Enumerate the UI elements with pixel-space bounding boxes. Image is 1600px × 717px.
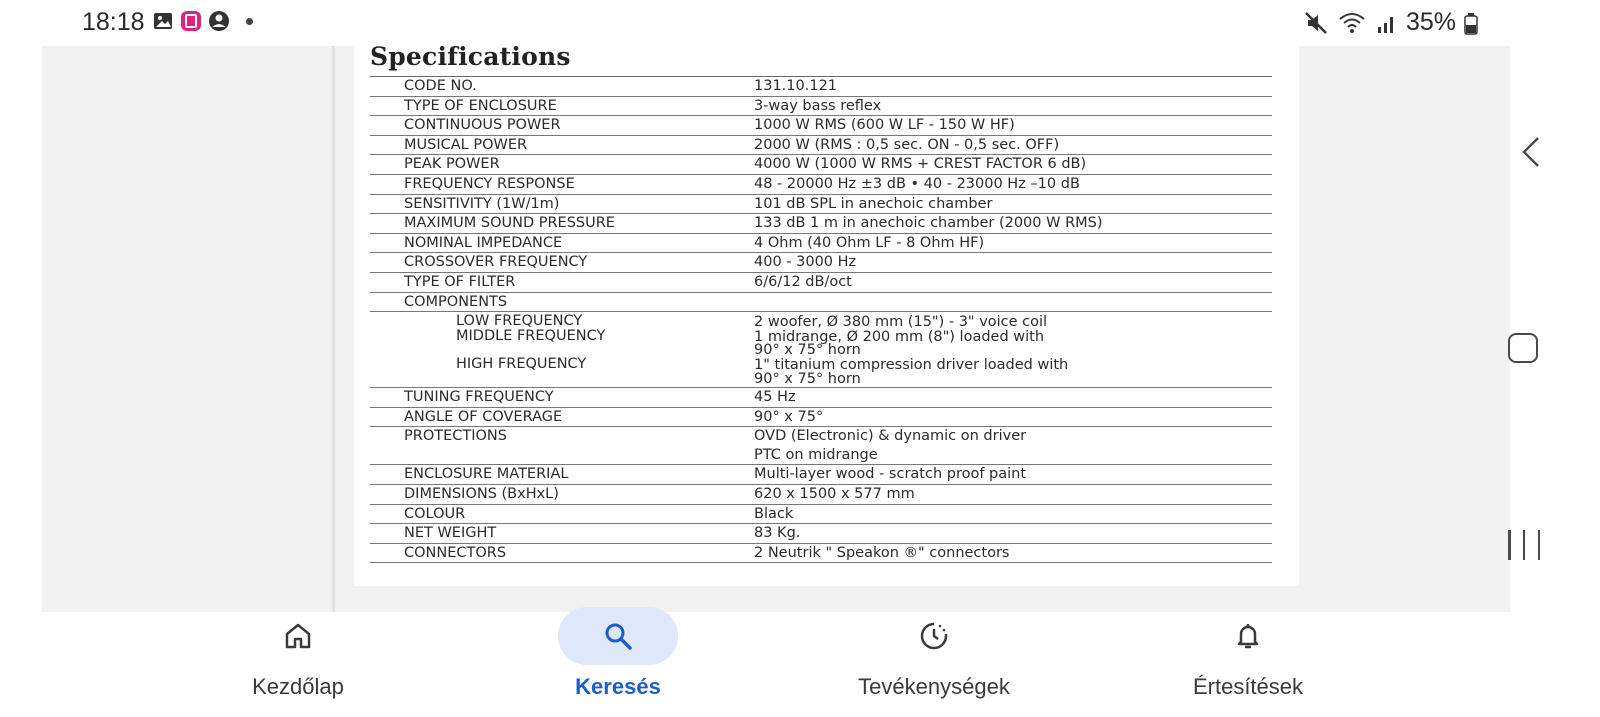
spec-key: COLOUR xyxy=(404,505,466,522)
tab-label: Keresés xyxy=(575,674,661,699)
tab-label: Kezdőlap xyxy=(252,674,344,699)
account-icon xyxy=(208,10,230,32)
spec-key: COMPONENTS xyxy=(404,293,508,310)
back-button[interactable] xyxy=(1512,132,1552,172)
spec-row xyxy=(370,465,1272,485)
spec-title: Specifications xyxy=(370,42,571,71)
spec-key: TUNING FREQUENCY xyxy=(404,389,554,406)
home-icon xyxy=(282,620,314,652)
spec-value: 90° x 75° xyxy=(754,408,824,425)
spec-key: ANGLE OF COVERAGE xyxy=(404,408,563,425)
mute-icon xyxy=(1304,11,1330,35)
spec-row xyxy=(370,155,1272,175)
spec-row xyxy=(370,136,1272,156)
search-icon xyxy=(602,620,634,652)
spec-row xyxy=(370,293,1272,313)
spec-value: 6/6/12 dB/oct xyxy=(754,273,852,290)
spec-value: 2 woofer, Ø 380 mm (15") - 3" voice coil xyxy=(754,314,1048,331)
spec-row xyxy=(370,505,1272,525)
recent-apps-button[interactable] xyxy=(1508,530,1540,560)
spec-value: 1000 W RMS (600 W LF - 150 W HF) xyxy=(754,117,1015,134)
spec-value: 90° x 75° horn xyxy=(754,342,861,359)
dot-icon xyxy=(246,18,253,25)
spec-key: CODE NO. xyxy=(404,78,477,94)
spec-row xyxy=(370,273,1272,293)
spec-key: CROSSOVER FREQUENCY xyxy=(404,254,588,271)
spec-key: TYPE OF FILTER xyxy=(404,273,516,290)
tab-label: Értesítések xyxy=(1192,674,1304,699)
spec-key: NOMINAL IMPEDANCE xyxy=(404,234,563,251)
status-left-icons xyxy=(152,10,253,32)
spec-value: PTC on midrange xyxy=(754,447,878,464)
spec-key: CONNECTORS xyxy=(404,544,507,561)
spec-row xyxy=(370,97,1272,117)
spec-row xyxy=(370,544,1272,564)
spec-value: 4000 W (1000 W RMS + CREST FACTOR 6 dB) xyxy=(754,156,1087,173)
spec-key: FREQUENCY RESPONSE xyxy=(404,175,575,192)
spec-key: MUSICAL POWER xyxy=(404,136,528,153)
spec-key: PROTECTIONS xyxy=(404,428,507,445)
spec-value: OVD (Electronic) & dynamic on driver xyxy=(754,428,1027,445)
spec-value: 620 x 1500 x 577 mm xyxy=(754,485,915,502)
spec-value: 48 - 20000 Hz ±3 dB • 40 - 23000 Hz –10 dB xyxy=(754,175,1080,192)
home-button[interactable] xyxy=(1508,333,1538,363)
battery-icon xyxy=(1464,11,1478,35)
spec-row xyxy=(370,175,1272,195)
spec-row xyxy=(370,234,1272,254)
spec-value: 133 dB 1 m in anechoic chamber (2000 W RMS) xyxy=(754,215,1103,232)
spec-key: HIGH FREQUENCY xyxy=(456,356,587,373)
spec-key: NET WEIGHT xyxy=(404,525,497,542)
page-edge xyxy=(332,46,335,612)
spec-value: 45 Hz xyxy=(754,389,796,406)
spec-row xyxy=(370,195,1272,215)
spec-value: 400 - 3000 Hz xyxy=(754,254,857,271)
wifi-icon xyxy=(1338,11,1368,35)
document-page xyxy=(354,42,1299,586)
spec-row xyxy=(370,214,1272,234)
spec-row xyxy=(370,253,1272,273)
protections-block xyxy=(370,427,1272,465)
spec-key: ENCLOSURE MATERIAL xyxy=(404,466,569,483)
spec-value: 3-way bass reflex xyxy=(754,97,882,114)
app-badge-icon xyxy=(180,10,202,32)
spec-key: CONTINUOUS POWER xyxy=(404,117,561,134)
spec-key: MIDDLE FREQUENCY xyxy=(456,328,606,345)
spec-table xyxy=(370,76,1272,563)
spec-value: 131.10.121 xyxy=(754,78,838,94)
spec-value: 2000 W (RMS : 0,5 sec. ON - 0,5 sec. OFF) xyxy=(754,136,1060,153)
spec-value: Black xyxy=(754,505,794,522)
spec-row xyxy=(370,524,1272,544)
tab-label: Tevékenységek xyxy=(858,674,1010,699)
spec-value: 4 Ohm (40 Ohm LF - 8 Ohm HF) xyxy=(754,234,985,251)
battery-percent: 35% xyxy=(1405,8,1456,36)
gallery-icon xyxy=(152,10,174,32)
spec-row xyxy=(370,485,1272,505)
spec-key: PEAK POWER xyxy=(404,156,500,173)
spec-row xyxy=(370,408,1272,428)
spec-value: 90° x 75° horn xyxy=(754,371,861,388)
spec-key: TYPE OF ENCLOSURE xyxy=(404,97,557,114)
spec-key: MAXIMUM SOUND PRESSURE xyxy=(404,215,615,232)
status-right xyxy=(1304,8,1478,37)
signal-icon xyxy=(1376,11,1398,35)
bell-icon xyxy=(1232,620,1264,652)
document-viewer[interactable] xyxy=(42,42,1510,612)
spec-value: 2 Neutrik " Speakon ®" connectors xyxy=(754,544,1010,561)
status-bar xyxy=(0,0,1600,46)
activity-icon xyxy=(918,620,950,652)
spec-key: SENSITIVITY (1W/1m) xyxy=(404,195,560,212)
spec-row xyxy=(370,77,1272,97)
spec-key: LOW FREQUENCY xyxy=(456,313,583,330)
spec-row xyxy=(370,388,1272,408)
spec-value: 101 dB SPL in anechoic chamber xyxy=(754,195,993,212)
spec-value: Multi-layer wood - scratch proof paint xyxy=(754,466,1027,483)
spec-value: 1 midrange, Ø 200 mm (8") loaded with xyxy=(754,329,1045,346)
spec-value: 1" titanium compression driver loaded with xyxy=(754,357,1069,374)
spec-key: DIMENSIONS (BxHxL) xyxy=(404,485,559,502)
spec-value: 83 Kg. xyxy=(754,525,801,542)
spec-row xyxy=(370,116,1272,136)
bottom-nav xyxy=(0,612,1600,717)
components-block xyxy=(370,312,1272,388)
status-time: 18:18 xyxy=(82,8,145,36)
